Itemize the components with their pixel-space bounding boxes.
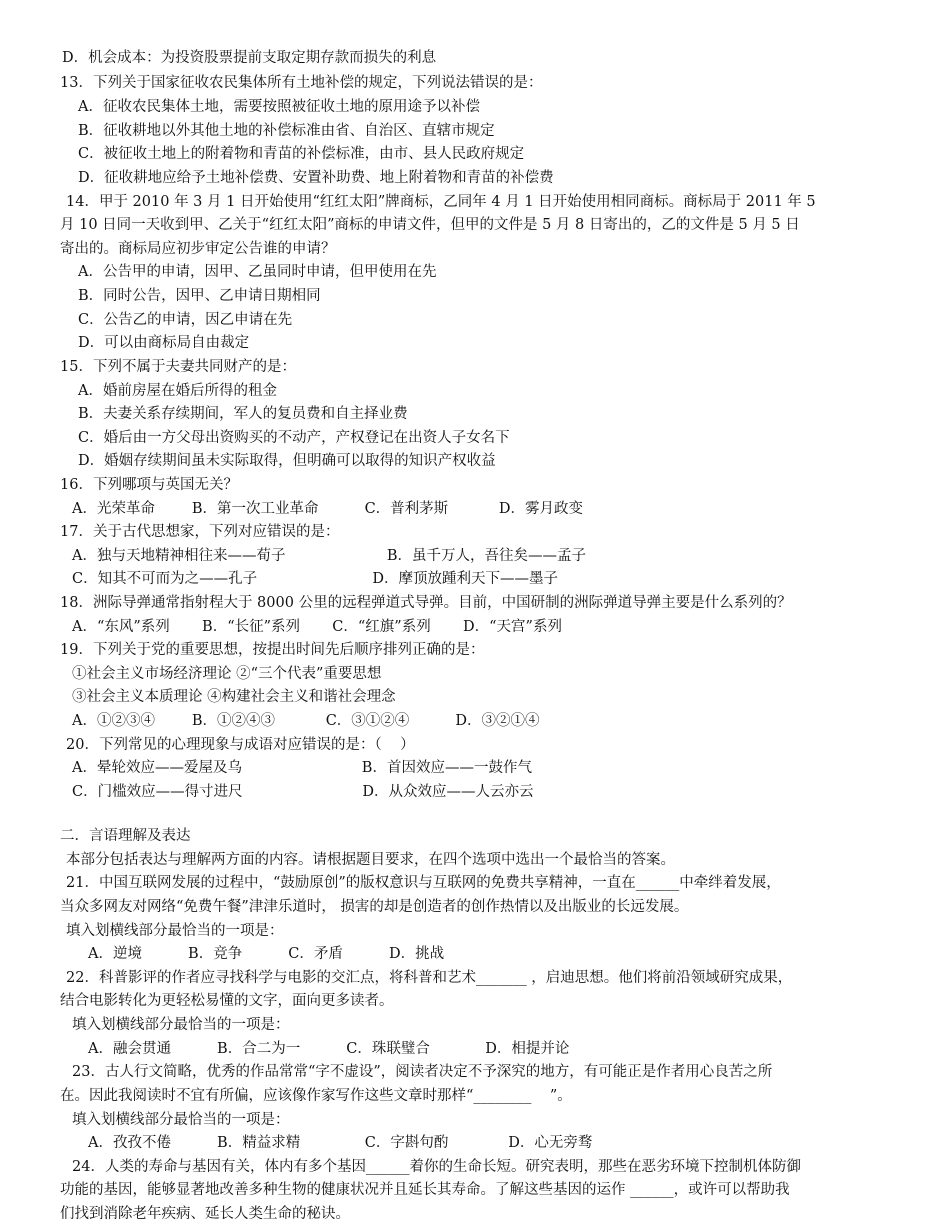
q24-stem-cont: 功能的基因，能够显著地改善多种生物的健康状况并且延长其寿命。了解这些基因的运作 ______，或许可以帮助我 [60,1182,790,1199]
q22-prompt: 填入划横线部分最恰当的一项是： [72,1017,290,1034]
q23-options: A．孜孜不倦 B．精益求精 C．字斟句酌 D．心无旁骛 [88,1135,593,1152]
q24-stem-cont: 们找到消除老年疾病、延长人类生命的秘诀。 [60,1206,350,1222]
q24-stem: 24．人类的寿命与基因有关，体内有多个基因______着你的生命长短。研究表明，那些在恶劣环境下控制机体防御 [72,1158,801,1175]
q15-option-b: B．夫妻关系存续期间，军人的复员费和自主择业费 [78,406,408,423]
q17-options-cd: C．知其不可而为之——孔子 D．摩顶放踵利天下——墨子 [72,571,558,588]
q12-option-d: D．机会成本：为投资股票提前支取定期存款而损失的利息 [62,50,437,66]
section-title: 二．言语理解及表达 [60,828,191,845]
q22-stem-cont: 结合电影转化为更轻松易懂的文字，面向更多读者。 [60,993,394,1010]
q19-items-34: ③社会主义本质理论 ④构建社会主义和谐社会理念 [72,689,396,706]
q22-stem: 22．科普影评的作者应寻找科学与电影的交汇点，将科普和艺术_______ ，启迪思想。他们将前沿领域研究成果， [66,969,793,986]
q15-option-c: C．婚后由一方父母出资购买的不动产，产权登记在出资人子女名下 [78,429,510,446]
q13-option-d: D．征收耕地应给予土地补偿费、安置补助费、地上附着物和青苗的补偿费 [78,170,554,187]
q19-options: A．①②③④ B．①②④③ C．③①②④ D．③②①④ [72,713,540,730]
q21-options: A．逆境 B．竞争 C．矛盾 D．挑战 [88,946,445,963]
q14-option-b: B．同时公告，因甲、乙申请日期相同 [78,288,321,305]
q17-options-ab: A．独与天地精神相往来——荀子 B．虽千万人，吾往矣——孟子 [72,547,587,564]
q22-options: A．融会贯通 B．合二为一 C．珠联璧合 D．相提并论 [88,1040,570,1057]
q21-stem: 21．中国互联网发展的过程中，“鼓励原创”的版权意识与互联网的免费共享精神，一直在______中牵绊着发展， [66,875,781,892]
q23-stem: 23．古人行文简略，优秀的作品常常“字不虚设”，阅读者决定不予深究的地方，有可能正是作者用心良苦之所 [72,1064,773,1081]
q15-option-a: A．婚前房屋在婚后所得的租金 [78,382,277,399]
q13-option-b: B．征收耕地以外其他土地的补偿标准由省、自治区、直辖市规定 [78,122,495,139]
q19-stem: 19．下列关于党的重要思想，按提出时间先后顺序排列正确的是： [60,642,485,659]
q15-option-d: D．婚姻存续期间虽未实际取得，但明确可以取得的知识产权收益 [78,453,496,470]
q23-prompt: 填入划横线部分最恰当的一项是： [72,1111,290,1128]
q16-options: A．光荣革命 B．第一次工业革命 C．普利茅斯 D．雾月政变 [72,500,584,517]
q14-stem: 14．甲于 2010 年 3 月 1 日开始使用“红红太阳”牌商标，乙同年 4 月 1 日开始使用相同商标。商标局于 2011 年 5 [66,193,816,210]
q20-options-cd: C．门槛效应——得寸进尺 D．从众效应——人云亦云 [72,783,534,800]
q14-option-d: D．可以由商标局自由裁定 [78,335,250,352]
q13-option-c: C．被征收土地上的附着物和青苗的补偿标准，由市、县人民政府规定 [78,146,525,163]
q14-option-c: C．公告乙的申请，因乙申请在先 [78,311,293,328]
q14-stem-cont: 月 10 日同一天收到甲、乙关于“红红太阳”商标的申请文件，但甲的文件是 5 月 8 日寄出的，乙的文件是 5 月 5 日 [60,217,800,234]
q18-options: A．“东风”系列 B．“长征”系列 C．“红旗”系列 D．“天宫”系列 [72,618,562,635]
q14-option-a: A．公告甲的申请，因甲、乙虽同时申请，但甲使用在先 [78,264,437,281]
q19-items-12: ①社会主义市场经济理论 ②“三个代表”重要思想 [72,665,382,682]
q16-stem: 16．下列哪项与英国无关？ [60,476,238,493]
q23-stem-cont: 在。因此我阅读时不宜有所偏，应该像作家写作这些文章时那样“________ ”。 [60,1087,572,1104]
q20-options-ab: A．晕轮效应——爱屋及乌 B．首因效应——一鼓作气 [72,760,532,777]
q15-stem: 15．下列不属于夫妻共同财产的是： [60,358,296,375]
q20-stem: 20．下列常见的心理现象与成语对应错误的是：（ ） [66,736,415,753]
q13-option-a: A．征收农民集体土地，需要按照被征收土地的原用途予以补偿 [78,99,480,116]
q21-prompt: 填入划横线部分最恰当的一项是： [66,922,284,939]
q21-stem-cont: 当众多网友对网络“免费午餐”津津乐道时， 损害的却是创造者的创作热情以及出版业的长远发展。 [60,899,689,916]
q18-stem: 18．洲际导弹通常指射程大于 8000 公里的远程弹道式导弹。目前，中国研制的洲际弹道导弹主要是什么系列的？ [60,595,792,612]
q17-stem: 17．关于古代思想家，下列对应错误的是： [60,524,340,541]
q13-stem: 13．下列关于国家征收农民集体所有土地补偿的规定，下列说法错误的是： [60,74,543,91]
q14-stem-cont: 寄出的。商标局应初步审定公告谁的申请？ [60,240,336,257]
section-intro: 本部分包括表达与理解两方面的内容。请根据题目要求，在四个选项中选出一个最恰当的答案。 [66,851,675,868]
